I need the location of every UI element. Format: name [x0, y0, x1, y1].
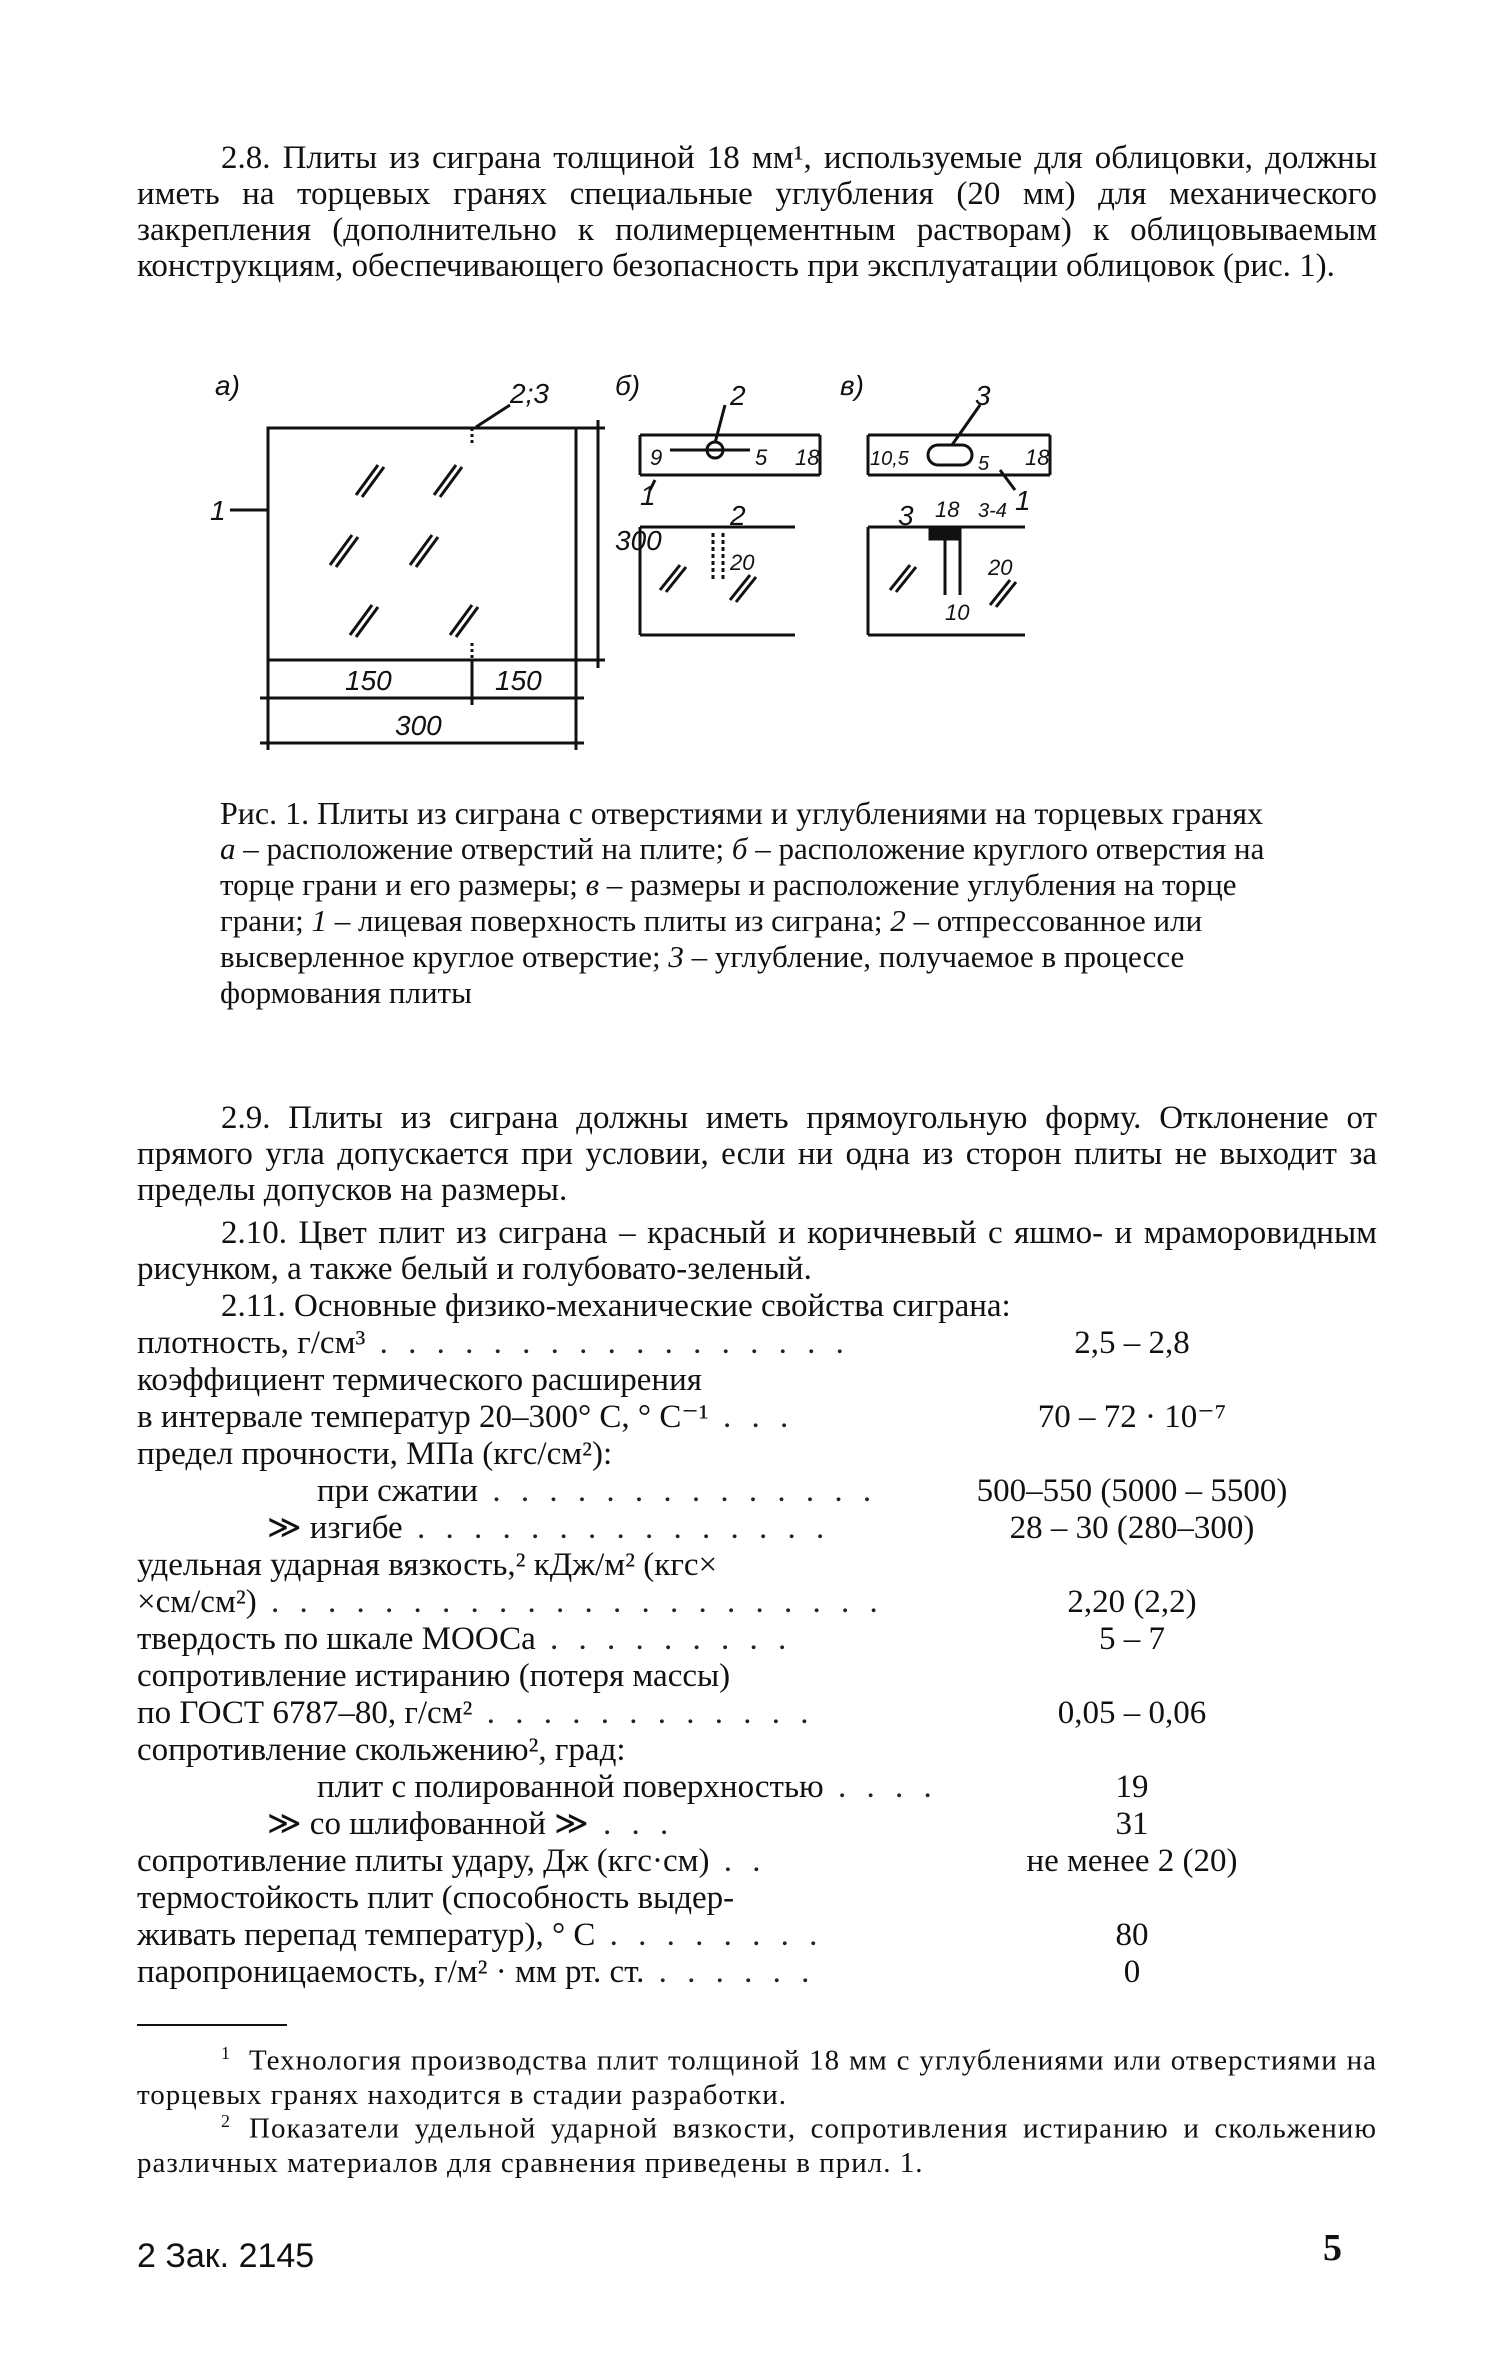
- fig-a-300v: 300: [615, 525, 662, 556]
- property-label: предел прочности, МПа (кгс/см²):: [137, 1436, 613, 1472]
- property-row: [137, 1547, 1377, 1584]
- paragraph-2-10: [137, 1215, 1377, 1287]
- property-value: 0: [1123, 1954, 1141, 1990]
- fig-v-3top: 3: [975, 380, 991, 411]
- fig-v-5: 5: [978, 453, 990, 475]
- property-label: плит с полированной поверхностью . . . .: [317, 1769, 938, 1805]
- property-row: [137, 1399, 1377, 1436]
- fig-label-v: в): [840, 370, 864, 401]
- fig-b-20: 20: [730, 550, 755, 575]
- fig-label-a: а): [215, 370, 240, 401]
- fig-b-9: 9: [650, 445, 663, 470]
- property-row: [137, 1621, 1377, 1658]
- property-label: при сжатии . . . . . . . . . . . . . .: [317, 1473, 878, 1509]
- fig-v-34: 3-4: [978, 500, 1007, 522]
- property-row: [137, 1473, 1377, 1510]
- fig-v-1: 1: [1015, 485, 1031, 516]
- page-number: 5: [1323, 2227, 1342, 2269]
- footnote-1: $^1$ Технология производства плит толщиной 18 мм с углублениями или отверстиями на торцевых гранях находится в стадии разработки.: [137, 2043, 1377, 2111]
- property-row: [137, 1954, 1377, 1991]
- figure-1: [210, 365, 1310, 795]
- figure-caption: [220, 795, 1310, 1011]
- property-row: [137, 1325, 1377, 1362]
- property-row: [137, 1584, 1377, 1621]
- fig-b-5: 5: [755, 445, 768, 470]
- property-label: термостойкость плит (способность выдер-: [137, 1880, 735, 1916]
- fig-v-10: 10: [945, 600, 970, 625]
- fig-v-3mid: 3: [898, 500, 914, 531]
- property-label: сопротивление скольжению², град:: [137, 1732, 626, 1768]
- property-label: сопротивление истиранию (потеря массы): [137, 1658, 731, 1694]
- fig-v-105: 10,5: [870, 448, 909, 470]
- fig-a-1: 1: [210, 495, 226, 526]
- property-label: коэффициент термического расширения: [137, 1362, 702, 1398]
- caption-body: а – расположение отверстий на плите; б – расположение круглого отверстия на торце грани и его размеры; в – размеры и расположение углубления на торце грани; 1 – лицевая поверхность плиты из сиграна; 2 – отпрессованное или высверленное круглое отверстие; 3 – углубление, получаемое в процессе формования плиты: [220, 831, 1265, 1010]
- property-label: сопротивление плиты удару, Дж (кгс·см) . .: [137, 1843, 767, 1879]
- property-value: 28 – 30 (280–300): [1009, 1510, 1255, 1546]
- property-row: [137, 1806, 1377, 1843]
- properties-list: [137, 1325, 1377, 1991]
- property-value: 31: [1115, 1806, 1149, 1842]
- footnote-rule: [137, 2024, 287, 2026]
- a-plate-outline: [268, 428, 576, 660]
- fig-b-2top: 2: [730, 380, 746, 411]
- property-row: [137, 1510, 1377, 1547]
- property-label: твердость по шкале МООСа . . . . . . . . .: [137, 1621, 793, 1657]
- property-value: 500–550 (5000 – 5500): [976, 1473, 1288, 1509]
- property-row: [137, 1658, 1377, 1695]
- fig-a-150r: 150: [495, 665, 542, 696]
- property-label: ×см/см²) . . . . . . . . . . . . . . . . . . . . . .: [137, 1584, 884, 1620]
- fig-a-150l: 150: [345, 665, 392, 696]
- property-value: 2,20 (2,2): [1067, 1584, 1197, 1620]
- paragraph-2-11-text: 2.11. Основные физико-механические свойства сиграна:: [221, 1288, 1011, 1324]
- fig-v-18: 18: [1025, 445, 1050, 470]
- paragraph-2-8: [137, 140, 1377, 284]
- footnote-2: $^2$ Показатели удельной ударной вязкости, сопротивления истиранию и скольжению различных материалов для сравнения приведены в прил. 1.: [137, 2111, 1377, 2179]
- paragraph-2-11: [137, 1288, 1377, 1324]
- property-value: 19: [1115, 1769, 1149, 1805]
- fig-b-18: 18: [795, 445, 820, 470]
- property-row: [137, 1732, 1377, 1769]
- print-order-number: 2 Зак. 2145: [137, 2237, 315, 2275]
- property-row: [137, 1695, 1377, 1732]
- property-label: живать перепад температур), ° С . . . . . . . .: [137, 1917, 824, 1953]
- property-value: 0,05 – 0,06: [1057, 1695, 1207, 1731]
- property-row: [137, 1436, 1377, 1473]
- property-label: в интервале температур 20–300° С, ° С⁻¹ . . .: [137, 1399, 795, 1435]
- property-value: 70 – 72 · 10⁻⁷: [1037, 1399, 1227, 1435]
- fig-label-b: б): [615, 370, 641, 401]
- paragraph-2-9: [137, 1100, 1377, 1208]
- property-label: удельная ударная вязкость,² кДж/м² (кгс×: [137, 1547, 718, 1583]
- property-row: [137, 1843, 1377, 1880]
- property-row: [137, 1917, 1377, 1954]
- property-row: [137, 1362, 1377, 1399]
- paragraph-2-10-text: 2.10. Цвет плит из сиграна – красный и коричневый с яшмо- и мраморовидным рисунком, а также белый и голубовато-зеленый.: [137, 1215, 1377, 1287]
- fig-v-18h: 18: [935, 497, 960, 522]
- fig-v-20: 20: [988, 555, 1013, 580]
- paragraph-2-9-text: 2.9. Плиты из сиграна должны иметь прямоугольную форму. Отклонение от прямого угла допускается при условии, если ни одна из сторон плиты не выходит за пределы допусков на размеры.: [137, 1100, 1377, 1208]
- property-label: ≫ со шлифованной ≫ . . .: [267, 1806, 675, 1842]
- paragraph-2-8-text: 2.8. Плиты из сиграна толщиной 18 мм¹, используемые для облицовки, должны иметь на торцевых гранях специальные углубления (20 мм) для механического закрепления (дополнительно к полимерцементным растворам) к облицовываемым конструкциям, обеспечивающего безопасность при эксплуатации облицовок (рис. 1).: [137, 140, 1377, 284]
- property-value: 5 – 7: [1099, 1621, 1165, 1657]
- fig-a-23: 2;3: [510, 378, 549, 409]
- property-value: не менее 2 (20): [1026, 1843, 1238, 1879]
- fig-b-2mid: 2: [730, 500, 746, 531]
- figure-1-drawing: [210, 365, 1310, 795]
- caption-title: Рис. 1. Плиты из сиграна с отверстиями и углублениями на торцевых гранях: [220, 795, 1264, 831]
- fig-b-1: 1: [640, 480, 656, 511]
- property-value: 80: [1115, 1917, 1149, 1953]
- property-row: [137, 1880, 1377, 1917]
- property-value: 2,5 – 2,8: [1074, 1325, 1190, 1361]
- property-label: плотность, г/см³ . . . . . . . . . . . . . . . . .: [137, 1325, 850, 1361]
- fig-a-300h: 300: [395, 710, 442, 741]
- property-label: ≫ изгибе . . . . . . . . . . . . . . .: [267, 1510, 831, 1546]
- property-label: по ГОСТ 6787–80, г/см² . . . . . . . . . . . .: [137, 1695, 815, 1731]
- property-row: [137, 1769, 1377, 1806]
- property-label: паропроницаемость, г/м² · мм рт. ст. . . . . . .: [137, 1954, 816, 1990]
